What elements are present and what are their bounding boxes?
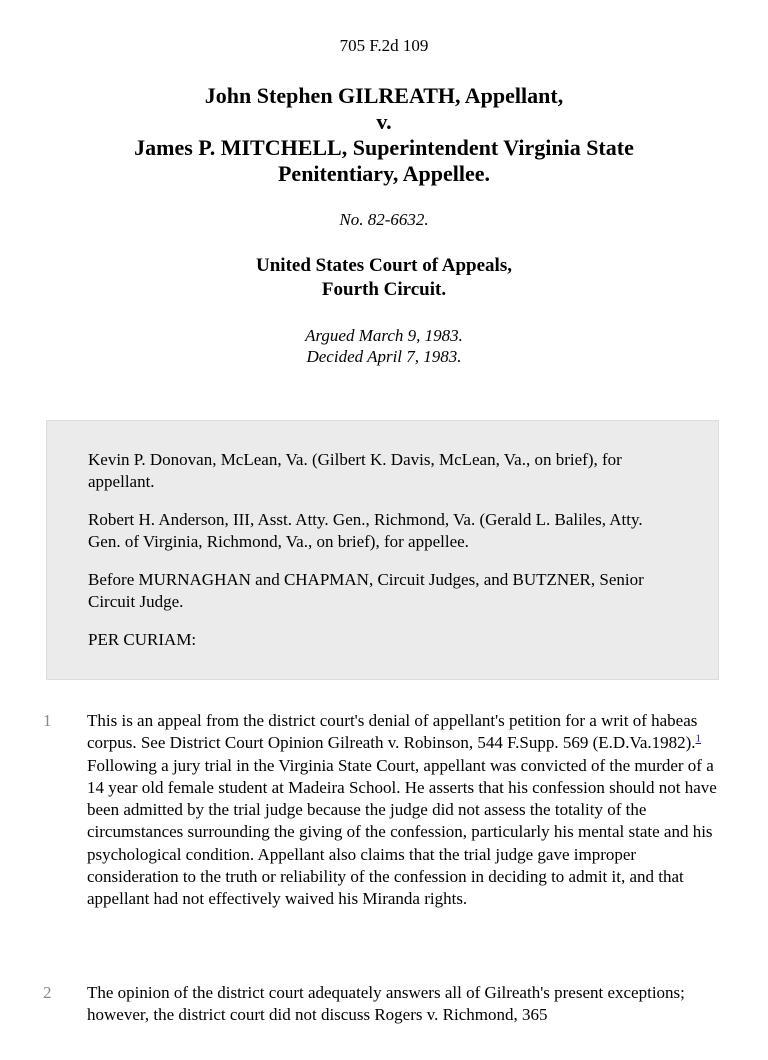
case-dates (0, 325, 768, 367)
footnote-link[interactable]: 1 (695, 732, 702, 745)
docket-number: No. 82-6632. (339, 210, 429, 229)
court-name-line2: Fourth Circuit. (321, 279, 447, 300)
paragraph-text (87, 710, 727, 911)
paragraph-text-before: This is an appeal from the district court's denial of appellant's petition for a writ of habeas corpus. See District Court Opinion Gilreath v. Robinson, 544 F.Supp. 569 (E.D.Va.1982). (87, 711, 698, 753)
appellee-name-line1: James P. MITCHELL, Superintendent Virginia State (134, 135, 634, 160)
appellee-name-line2: Penitentiary, Appellee. (277, 161, 491, 186)
counsel-panel (46, 420, 719, 680)
reporter-citation: 705 F.2d 109 (339, 36, 429, 55)
court-name-line1: United States Court of Appeals, (256, 255, 512, 276)
paragraph-number: 1 (43, 711, 52, 730)
appellee-counsel: Robert H. Anderson, III, Asst. Atty. Gen., Richmond, Va. (Gerald L. Baliles, Atty. Gen. of Virginia, Richmond, Va., on brief), for appellee. (88, 510, 643, 551)
paragraph-number: 2 (43, 983, 52, 1002)
case-header (0, 36, 768, 367)
paragraph-text-after: Following a jury trial in the Virginia State Court, appellant was convicted of the murder of a 14 year old female student at Madeira School. He asserts that his confession should not have been admitted by the trial judge because the judge did not assess the totality of the circumstances surrounding the giving of the confession, particularly his mental state and his psychological condition. Appellant also claims that the trial judge gave improper consideration to the truth or reliability of the confession in deciding to admit it, and that appellant had not effectively waived his Miranda rights. (87, 755, 717, 909)
argued-date: Argued March 9, 1983. (305, 326, 463, 345)
appellant-name: John Stephen GILREATH, Appellant, (204, 83, 564, 108)
bench-judges: Before MURNAGHAN and CHAPMAN, Circuit Judges, and BUTZNER, Senior Circuit Judge. (88, 570, 644, 611)
per-curiam-label: PER CURIAM: (88, 630, 197, 649)
paragraph-text: The opinion of the district court adequately answers all of Gilreath's present exceptions; however, the district court did not discuss Rogers v. Richmond, 365 (87, 983, 685, 1025)
versus-label: v. (376, 109, 392, 134)
case-parties (0, 83, 768, 187)
court-name (0, 254, 768, 302)
decided-date: Decided April 7, 1983. (306, 347, 462, 366)
appellant-counsel: Kevin P. Donovan, McLean, Va. (Gilbert K. Davis, McLean, Va., on brief), for appellant. (88, 450, 622, 491)
